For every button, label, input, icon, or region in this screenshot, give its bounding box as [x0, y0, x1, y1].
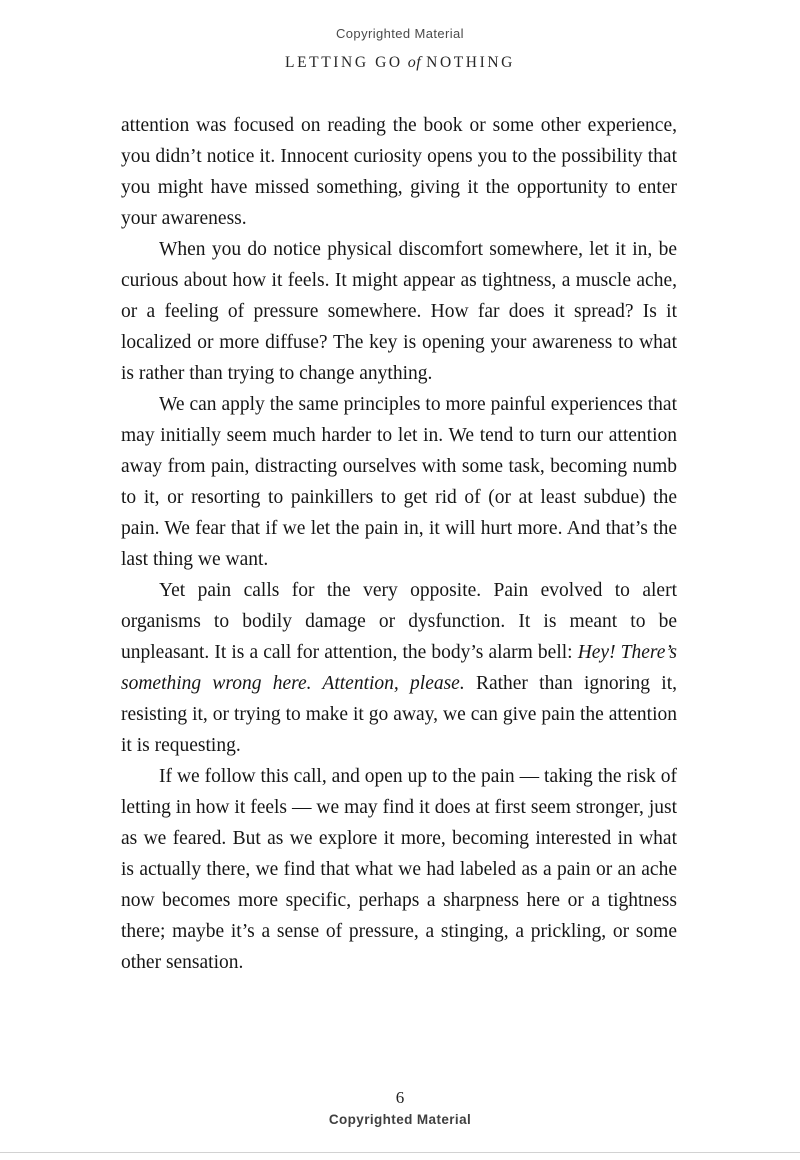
paragraph-run: Rather than ignoring it, resisting it, or trying to make it go away, we can give pain the attention it is requesting. [121, 673, 677, 756]
paragraph [121, 389, 677, 575]
body-text [121, 110, 677, 978]
title-right: NOTHING [426, 54, 515, 71]
copyright-notice-bottom: Copyrighted Material [328, 1112, 472, 1127]
paragraph [121, 110, 677, 234]
paragraph [121, 575, 677, 761]
paragraph-run-italic: Hey! There’s something wrong here. Attention, please. [121, 642, 678, 694]
title-left: LETTING GO [285, 54, 403, 71]
page-edge-line [0, 1152, 800, 1153]
title-of: of [407, 54, 422, 71]
copyright-notice-top: Copyrighted Material [336, 26, 464, 41]
paragraph-run: attention was focused on reading the book or some other experience, you didn’t notice it. Innocent curiosity opens you to the possibility that you might have missed something, giving it the opportunity to enter your awareness. [121, 115, 677, 229]
paragraph-run: If we follow this call, and open up to the pain — taking the risk of letting in how it feels — we may find it does at first seem stronger, just as we feared. But as we explore it more, becoming interested in what is actually there, we find that what we had labeled as a pain or an ache now becomes more specific, perhaps a sharpness here or a tightness there; maybe it’s a sense of pressure, a stinging, a prickling, or some other sensation. [121, 766, 677, 973]
paragraph [121, 761, 677, 978]
paragraph-run: When you do notice physical discomfort somewhere, let it in, be curious about how it feels. It might appear as tightness, a muscle ache, or a feeling of pressure somewhere. How far does it spread? Is it localized or more diffuse? The key is opening your awareness to what is rather than trying to change anything. [121, 239, 677, 384]
page-number: 6 [395, 1088, 405, 1107]
paragraph-run: We can apply the same principles to more painful experiences that may initially seem much harder to let in. We tend to turn our attention away from pain, distracting ourselves with some task, becoming numb to it, or resorting to painkillers to get rid of (or at least subdue) the pain. We fear that if we let the pain in, it will hurt more. And that’s the last thing we want. [121, 394, 677, 570]
running-head-title [0, 54, 800, 72]
paragraph-run: Yet pain calls for the very opposite. Pain evolved to alert organisms to bodily damage or dysfunction. It is meant to be unpleasant. It is a call for attention, the body’s alarm bell: [121, 580, 677, 663]
paragraph [121, 234, 677, 389]
